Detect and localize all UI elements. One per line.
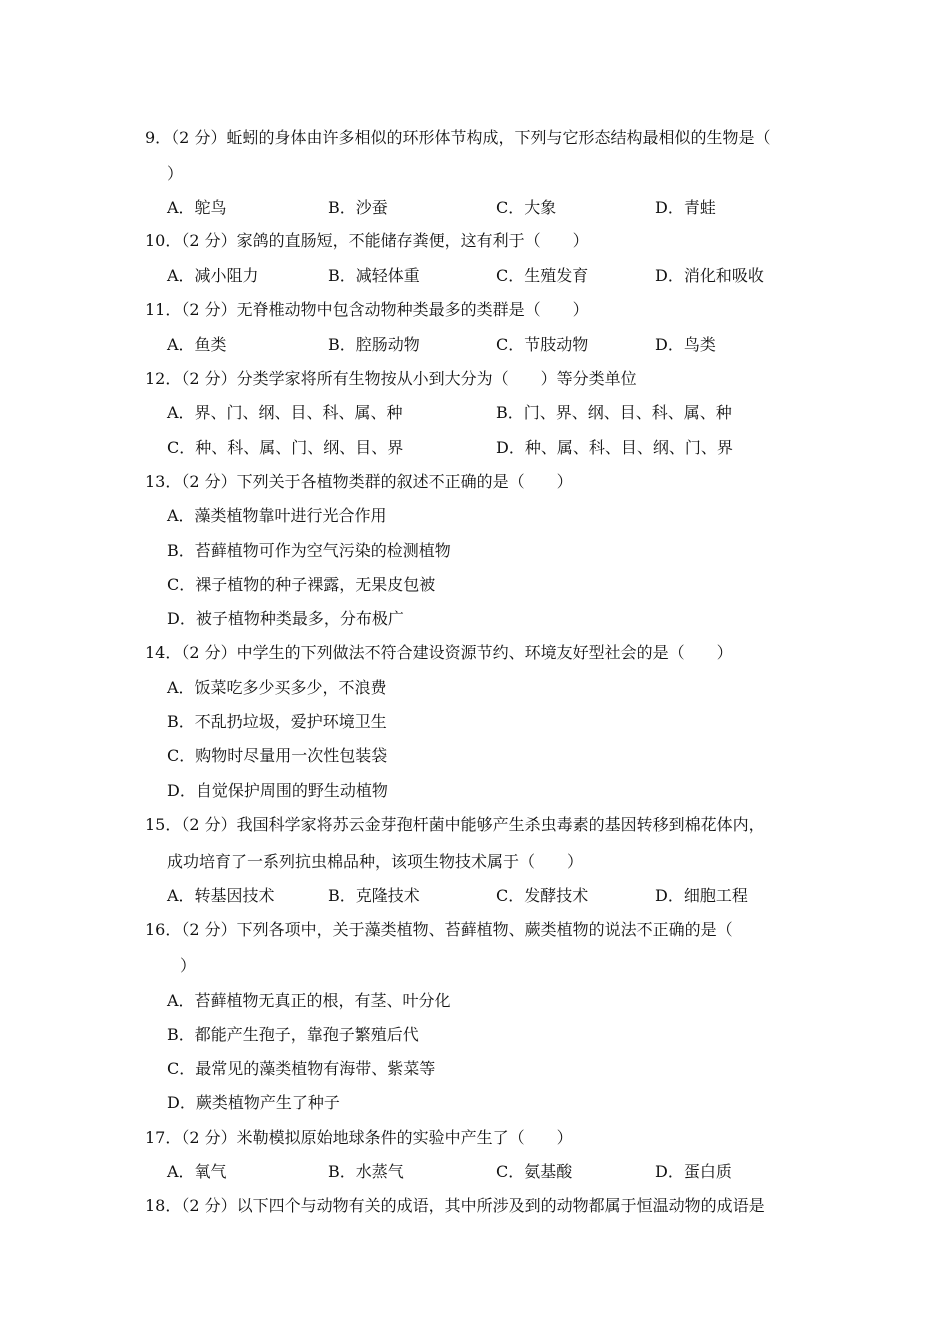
question-10-stem: 10．（2 分）家鸽的直肠短，不能储存粪便，这有利于（ ） [145, 231, 589, 250]
question-11-option-b: B．腔肠动物 [328, 335, 420, 354]
question-9-option-c: C．大象 [496, 198, 557, 217]
question-15-option-c: C．发酵技术 [496, 886, 589, 905]
question-13-stem: 13．（2 分）下列关于各植物类群的叙述不正确的是（ ） [145, 472, 573, 491]
question-9-option-a: A．鸵鸟 [167, 198, 227, 217]
question-18-stem: 18．（2 分）以下四个与动物有关的成语，其中所涉及到的动物都属于恒温动物的成语是 [145, 1196, 765, 1215]
question-14-option-a: A．饭菜吃多少买多少，不浪费 [167, 678, 387, 697]
question-9-stem: 9．（2 分）蚯蚓的身体由许多相似的环形体节构成，下列与它形态结构最相似的生物是（ [145, 128, 771, 147]
question-11-option-c: C．节肢动物 [496, 335, 589, 354]
question-13-option-b: B．苔藓植物可作为空气污染的检测植物 [167, 541, 451, 560]
question-12-option-c: C．种、科、属、门、纲、目、界 [167, 438, 404, 457]
question-12-stem: 12．（2 分）分类学家将所有生物按从小到大分为（ ）等分类单位 [145, 369, 637, 388]
question-11-option-d: D．鸟类 [655, 335, 716, 354]
question-16-option-d: D．蕨类植物产生了种子 [167, 1093, 340, 1112]
question-10-option-c: C．生殖发育 [496, 266, 589, 285]
question-12-option-a: A．界、门、纲、目、科、属、种 [167, 403, 403, 422]
question-15-option-a: A．转基因技术 [167, 886, 275, 905]
question-9-option-d: D．青蛙 [655, 198, 716, 217]
question-15-option-b: B．克隆技术 [328, 886, 420, 905]
question-16-stem: 16．（2 分）下列各项中，关于藻类植物、苔藓植物、蕨类植物的说法不正确的是（ [145, 920, 733, 939]
question-11-option-a: A．鱼类 [167, 335, 227, 354]
question-10-option-a: A．减小阻力 [167, 266, 259, 285]
question-17-option-a: A．氧气 [167, 1162, 227, 1181]
question-14-stem: 14．（2 分）中学生的下列做法不符合建设资源节约、环境友好型社会的是（ ） [145, 643, 733, 662]
question-14-option-d: D．自觉保护周围的野生动植物 [167, 781, 388, 800]
question-15-stem-continued: 成功培育了一系列抗虫棉品种，该项生物技术属于（ ） [167, 852, 584, 871]
question-13-option-a: A．藻类植物靠叶进行光合作用 [167, 506, 387, 525]
question-14-option-c: C．购物时尽量用一次性包装袋 [167, 746, 388, 765]
question-13-option-d: D．被子植物种类最多，分布极广 [167, 609, 404, 628]
question-16-option-c: C．最常见的藻类植物有海带、紫菜等 [167, 1059, 436, 1078]
question-10-option-d: D．消化和吸收 [655, 266, 764, 285]
question-16-stem-continued: ） [180, 956, 197, 975]
question-9-stem-continued: ） [167, 164, 184, 183]
question-17-option-c: C．氨基酸 [496, 1162, 573, 1181]
question-17-option-b: B．水蒸气 [328, 1162, 404, 1181]
question-11-stem: 11．（2 分）无脊椎动物中包含动物种类最多的类群是（ ） [145, 300, 589, 319]
question-16-option-a: A．苔藓植物无真正的根，有茎、叶分化 [167, 991, 451, 1010]
question-15-stem: 15．（2 分）我国科学家将苏云金芽孢杆菌中能够产生杀虫毒素的基因转移到棉花体内， [145, 815, 765, 834]
question-12-option-b: B．门、界、纲、目、科、属、种 [496, 403, 732, 422]
question-17-option-d: D．蛋白质 [655, 1162, 732, 1181]
question-13-option-c: C．裸子植物的种子裸露，无果皮包被 [167, 575, 436, 594]
question-14-option-b: B．不乱扔垃圾，爱护环境卫生 [167, 712, 387, 731]
question-17-stem: 17．（2 分）米勒模拟原始地球条件的实验中产生了（ ） [145, 1128, 573, 1147]
question-16-option-b: B．都能产生孢子，靠孢子繁殖后代 [167, 1025, 419, 1044]
question-12-option-d: D．种、属、科、目、纲、门、界 [496, 438, 733, 457]
question-10-option-b: B．减轻体重 [328, 266, 420, 285]
question-9-option-b: B．沙蚕 [328, 198, 388, 217]
question-15-option-d: D．细胞工程 [655, 886, 748, 905]
